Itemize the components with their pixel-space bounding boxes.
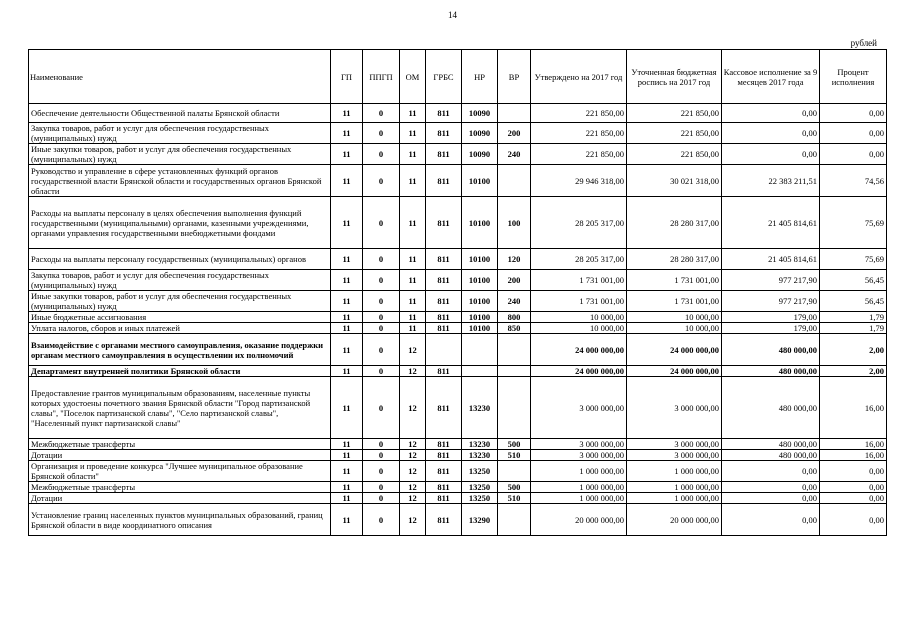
cell-grbs: 811 — [426, 504, 462, 536]
table-row — [29, 249, 887, 270]
cell-refined: 10 000,00 — [627, 312, 722, 323]
row-name: Взаимодействие с органами местного самоуправления, оказание поддержки органам местного самоуправления в осуществлении их полномочий — [29, 334, 331, 366]
row-name: Иные бюджетные ассигнования — [29, 312, 331, 323]
cell-refined: 3 000 000,00 — [627, 450, 722, 461]
cell-vr: 100 — [498, 197, 531, 249]
cell-approved: 1 000 000,00 — [531, 461, 627, 482]
table-row — [29, 377, 887, 439]
table-row — [29, 334, 887, 366]
cell-vr: 800 — [498, 312, 531, 323]
row-name: Межбюджетные трансферты — [29, 482, 331, 493]
cell-om: 12 — [400, 461, 426, 482]
cell-grbs: 811 — [426, 197, 462, 249]
cell-percent: 56,45 — [820, 270, 887, 291]
cell-cash: 0,00 — [722, 144, 820, 165]
cell-approved: 3 000 000,00 — [531, 439, 627, 450]
cell-om: 12 — [400, 450, 426, 461]
cell-vr — [498, 504, 531, 536]
cell-grbs: 811 — [426, 123, 462, 144]
cell-approved: 221 850,00 — [531, 144, 627, 165]
row-name: Организация и проведение конкурса "Лучшее муниципальное образование Брянской области" — [29, 461, 331, 482]
cell-cash: 0,00 — [722, 123, 820, 144]
col-header-vr: ВР — [498, 50, 531, 104]
cell-percent: 0,00 — [820, 504, 887, 536]
cell-np: 13250 — [462, 493, 498, 504]
cell-om: 11 — [400, 197, 426, 249]
col-header-np: НР — [462, 50, 498, 104]
cell-approved: 10 000,00 — [531, 312, 627, 323]
cell-ppgp: 0 — [363, 377, 400, 439]
cell-percent: 2,00 — [820, 334, 887, 366]
cell-gp: 11 — [331, 504, 363, 536]
row-name: Обеспечение деятельности Общественной палаты Брянской области — [29, 104, 331, 123]
cell-cash: 977 217,90 — [722, 270, 820, 291]
cell-om: 11 — [400, 323, 426, 334]
cell-grbs: 811 — [426, 323, 462, 334]
cell-np: 13250 — [462, 482, 498, 493]
cell-approved: 1 731 001,00 — [531, 291, 627, 312]
cell-approved: 29 946 318,00 — [531, 165, 627, 197]
cell-ppgp: 0 — [363, 504, 400, 536]
cell-gp: 11 — [331, 323, 363, 334]
cell-om: 12 — [400, 493, 426, 504]
cell-np: 10090 — [462, 144, 498, 165]
cell-ppgp: 0 — [363, 249, 400, 270]
cell-percent: 56,45 — [820, 291, 887, 312]
cell-grbs: 811 — [426, 482, 462, 493]
cell-cash: 480 000,00 — [722, 377, 820, 439]
cell-vr: 200 — [498, 123, 531, 144]
row-name: Расходы на выплаты персоналу государственных (муниципальных) органов — [29, 249, 331, 270]
cell-refined: 24 000 000,00 — [627, 366, 722, 377]
table-row — [29, 366, 887, 377]
table-row — [29, 450, 887, 461]
cell-grbs: 811 — [426, 104, 462, 123]
cell-percent: 0,00 — [820, 493, 887, 504]
col-header-approved: Утверждено на 2017 год — [531, 50, 627, 104]
cell-ppgp: 0 — [363, 323, 400, 334]
cell-cash: 0,00 — [722, 504, 820, 536]
cell-cash: 22 383 211,51 — [722, 165, 820, 197]
cell-cash: 480 000,00 — [722, 450, 820, 461]
cell-approved: 1 000 000,00 — [531, 493, 627, 504]
col-header-ppgp: ППГП — [363, 50, 400, 104]
cell-vr: 120 — [498, 249, 531, 270]
cell-percent: 16,00 — [820, 450, 887, 461]
cell-refined: 1 731 001,00 — [627, 270, 722, 291]
cell-percent: 1,79 — [820, 323, 887, 334]
row-name: Иные закупки товаров, работ и услуг для обеспечения государственных (муниципальных) нужд — [29, 144, 331, 165]
col-header-grbs: ГРБС — [426, 50, 462, 104]
cell-gp: 11 — [331, 197, 363, 249]
cell-percent: 74,56 — [820, 165, 887, 197]
units-label: рублей — [850, 38, 877, 48]
cell-ppgp: 0 — [363, 123, 400, 144]
col-header-gp: ГП — [331, 50, 363, 104]
cell-np: 13230 — [462, 450, 498, 461]
cell-gp: 11 — [331, 450, 363, 461]
cell-gp: 11 — [331, 249, 363, 270]
cell-gp: 11 — [331, 104, 363, 123]
table-row — [29, 165, 887, 197]
cell-np: 10100 — [462, 291, 498, 312]
cell-refined: 221 850,00 — [627, 104, 722, 123]
cell-approved: 24 000 000,00 — [531, 334, 627, 366]
cell-np: 10100 — [462, 165, 498, 197]
cell-ppgp: 0 — [363, 482, 400, 493]
cell-np — [462, 366, 498, 377]
cell-om: 11 — [400, 270, 426, 291]
cell-refined: 1 731 001,00 — [627, 291, 722, 312]
cell-percent: 0,00 — [820, 144, 887, 165]
cell-refined: 30 021 318,00 — [627, 165, 722, 197]
cell-ppgp: 0 — [363, 144, 400, 165]
cell-ppgp: 0 — [363, 461, 400, 482]
cell-refined: 28 280 317,00 — [627, 249, 722, 270]
table-row — [29, 197, 887, 249]
cell-vr: 510 — [498, 493, 531, 504]
cell-gp: 11 — [331, 312, 363, 323]
cell-gp: 11 — [331, 461, 363, 482]
cell-grbs: 811 — [426, 366, 462, 377]
cell-percent: 0,00 — [820, 461, 887, 482]
page-number: 14 — [448, 10, 457, 20]
cell-om: 11 — [400, 123, 426, 144]
cell-vr: 510 — [498, 450, 531, 461]
budget-table — [28, 49, 887, 536]
cell-om: 12 — [400, 377, 426, 439]
cell-grbs — [426, 334, 462, 366]
cell-vr: 240 — [498, 291, 531, 312]
cell-approved: 221 850,00 — [531, 104, 627, 123]
cell-om: 12 — [400, 334, 426, 366]
cell-approved: 10 000,00 — [531, 323, 627, 334]
cell-vr: 240 — [498, 144, 531, 165]
cell-cash: 977 217,90 — [722, 291, 820, 312]
cell-gp: 11 — [331, 493, 363, 504]
cell-np: 13230 — [462, 439, 498, 450]
cell-ppgp: 0 — [363, 312, 400, 323]
col-header-name: Наименование — [29, 50, 331, 104]
col-header-percent: Процент исполнения — [820, 50, 887, 104]
cell-gp: 11 — [331, 366, 363, 377]
cell-vr — [498, 461, 531, 482]
header-row — [29, 50, 887, 104]
cell-ppgp: 0 — [363, 197, 400, 249]
cell-approved: 28 205 317,00 — [531, 249, 627, 270]
cell-refined: 1 000 000,00 — [627, 461, 722, 482]
cell-vr — [498, 377, 531, 439]
cell-cash: 0,00 — [722, 461, 820, 482]
cell-grbs: 811 — [426, 249, 462, 270]
table-row — [29, 493, 887, 504]
cell-gp: 11 — [331, 270, 363, 291]
cell-vr — [498, 165, 531, 197]
table-row — [29, 482, 887, 493]
row-name: Расходы на выплаты персоналу в целях обеспечения выполнения функций государственными (муниципальными) органами, казенными учреждениями, органами управления государственными внебюджетными фондами — [29, 197, 331, 249]
cell-ppgp: 0 — [363, 366, 400, 377]
cell-refined: 10 000,00 — [627, 323, 722, 334]
cell-gp: 11 — [331, 144, 363, 165]
cell-cash: 0,00 — [722, 493, 820, 504]
cell-percent: 16,00 — [820, 377, 887, 439]
cell-grbs: 811 — [426, 450, 462, 461]
cell-gp: 11 — [331, 439, 363, 450]
cell-approved: 1 000 000,00 — [531, 482, 627, 493]
cell-ppgp: 0 — [363, 104, 400, 123]
cell-np: 13250 — [462, 461, 498, 482]
row-name: Департамент внутренней политики Брянской области — [29, 366, 331, 377]
col-header-cash: Кассовое исполнение за 9 месяцев 2017 года — [722, 50, 820, 104]
cell-vr: 500 — [498, 439, 531, 450]
cell-om: 12 — [400, 482, 426, 493]
cell-np: 10090 — [462, 104, 498, 123]
cell-refined: 20 000 000,00 — [627, 504, 722, 536]
cell-percent: 0,00 — [820, 123, 887, 144]
table-row — [29, 323, 887, 334]
cell-gp: 11 — [331, 123, 363, 144]
cell-refined: 24 000 000,00 — [627, 334, 722, 366]
cell-om: 12 — [400, 366, 426, 377]
cell-om: 11 — [400, 104, 426, 123]
cell-percent: 1,79 — [820, 312, 887, 323]
cell-percent: 16,00 — [820, 439, 887, 450]
cell-grbs: 811 — [426, 165, 462, 197]
cell-om: 11 — [400, 165, 426, 197]
cell-om: 11 — [400, 249, 426, 270]
cell-ppgp: 0 — [363, 291, 400, 312]
cell-cash: 480 000,00 — [722, 366, 820, 377]
cell-np: 13290 — [462, 504, 498, 536]
cell-vr: 500 — [498, 482, 531, 493]
cell-np: 10100 — [462, 323, 498, 334]
cell-approved: 1 731 001,00 — [531, 270, 627, 291]
cell-ppgp: 0 — [363, 270, 400, 291]
cell-percent: 0,00 — [820, 104, 887, 123]
cell-refined: 1 000 000,00 — [627, 482, 722, 493]
cell-np: 10100 — [462, 312, 498, 323]
cell-grbs: 811 — [426, 439, 462, 450]
cell-cash: 480 000,00 — [722, 334, 820, 366]
cell-np: 10090 — [462, 123, 498, 144]
cell-np: 13230 — [462, 377, 498, 439]
cell-vr: 850 — [498, 323, 531, 334]
cell-percent: 75,69 — [820, 197, 887, 249]
cell-ppgp: 0 — [363, 450, 400, 461]
cell-cash: 21 405 814,61 — [722, 197, 820, 249]
row-name: Закупка товаров, работ и услуг для обеспечения государственных (муниципальных) нужд — [29, 270, 331, 291]
cell-refined: 221 850,00 — [627, 144, 722, 165]
cell-refined: 1 000 000,00 — [627, 493, 722, 504]
cell-om: 11 — [400, 312, 426, 323]
row-name: Закупка товаров, работ и услуг для обеспечения государственных (муниципальных) нужд — [29, 123, 331, 144]
row-name: Межбюджетные трансферты — [29, 439, 331, 450]
cell-np: 10100 — [462, 197, 498, 249]
cell-grbs: 811 — [426, 291, 462, 312]
cell-cash: 179,00 — [722, 323, 820, 334]
row-name: Уплата налогов, сборов и иных платежей — [29, 323, 331, 334]
cell-gp: 11 — [331, 291, 363, 312]
cell-vr — [498, 366, 531, 377]
cell-om: 11 — [400, 144, 426, 165]
cell-cash: 0,00 — [722, 104, 820, 123]
cell-om: 11 — [400, 291, 426, 312]
cell-approved: 221 850,00 — [531, 123, 627, 144]
row-name: Установление границ населенных пунктов муниципальных образований, границ Брянской области в виде координатного описания — [29, 504, 331, 536]
cell-ppgp: 0 — [363, 334, 400, 366]
row-name: Руководство и управление в сфере установленных функций органов государственной власти Брянской области и государственных органов Брянской области — [29, 165, 331, 197]
cell-approved: 3 000 000,00 — [531, 377, 627, 439]
cell-refined: 28 280 317,00 — [627, 197, 722, 249]
table-row — [29, 104, 887, 123]
cell-percent: 75,69 — [820, 249, 887, 270]
cell-cash: 21 405 814,61 — [722, 249, 820, 270]
table-row — [29, 461, 887, 482]
cell-cash: 0,00 — [722, 482, 820, 493]
cell-refined: 3 000 000,00 — [627, 439, 722, 450]
cell-approved: 24 000 000,00 — [531, 366, 627, 377]
row-name: Предоставление грантов муниципальным образованиям, населенные пункты которых удостоены почетного звания Брянской области "Город партизанской славы", "Поселок партизанской славы", "Село партизанской славы", "Населенный пункт партизанской славы" — [29, 377, 331, 439]
row-name: Дотации — [29, 493, 331, 504]
table-row — [29, 270, 887, 291]
cell-vr — [498, 104, 531, 123]
table-row — [29, 312, 887, 323]
table-row — [29, 439, 887, 450]
cell-np: 10100 — [462, 270, 498, 291]
cell-np: 10100 — [462, 249, 498, 270]
cell-approved: 28 205 317,00 — [531, 197, 627, 249]
cell-vr: 200 — [498, 270, 531, 291]
cell-refined: 221 850,00 — [627, 123, 722, 144]
cell-grbs: 811 — [426, 461, 462, 482]
cell-approved: 3 000 000,00 — [531, 450, 627, 461]
cell-grbs: 811 — [426, 377, 462, 439]
table-row — [29, 123, 887, 144]
cell-grbs: 811 — [426, 312, 462, 323]
cell-gp: 11 — [331, 334, 363, 366]
table-row — [29, 144, 887, 165]
cell-ppgp: 0 — [363, 165, 400, 197]
cell-om: 12 — [400, 439, 426, 450]
cell-grbs: 811 — [426, 493, 462, 504]
row-name: Иные закупки товаров, работ и услуг для обеспечения государственных (муниципальных) нужд — [29, 291, 331, 312]
cell-cash: 179,00 — [722, 312, 820, 323]
cell-gp: 11 — [331, 165, 363, 197]
cell-om: 12 — [400, 504, 426, 536]
cell-percent: 2,00 — [820, 366, 887, 377]
cell-np — [462, 334, 498, 366]
cell-gp: 11 — [331, 377, 363, 439]
cell-percent: 0,00 — [820, 482, 887, 493]
cell-ppgp: 0 — [363, 439, 400, 450]
cell-ppgp: 0 — [363, 493, 400, 504]
cell-vr — [498, 334, 531, 366]
table-row — [29, 504, 887, 536]
table-row — [29, 291, 887, 312]
col-header-om: ОМ — [400, 50, 426, 104]
cell-approved: 20 000 000,00 — [531, 504, 627, 536]
cell-grbs: 811 — [426, 270, 462, 291]
col-header-refined: Уточненная бюджетная роспись на 2017 год — [627, 50, 722, 104]
cell-gp: 11 — [331, 482, 363, 493]
cell-cash: 480 000,00 — [722, 439, 820, 450]
row-name: Дотации — [29, 450, 331, 461]
cell-refined: 3 000 000,00 — [627, 377, 722, 439]
cell-grbs: 811 — [426, 144, 462, 165]
